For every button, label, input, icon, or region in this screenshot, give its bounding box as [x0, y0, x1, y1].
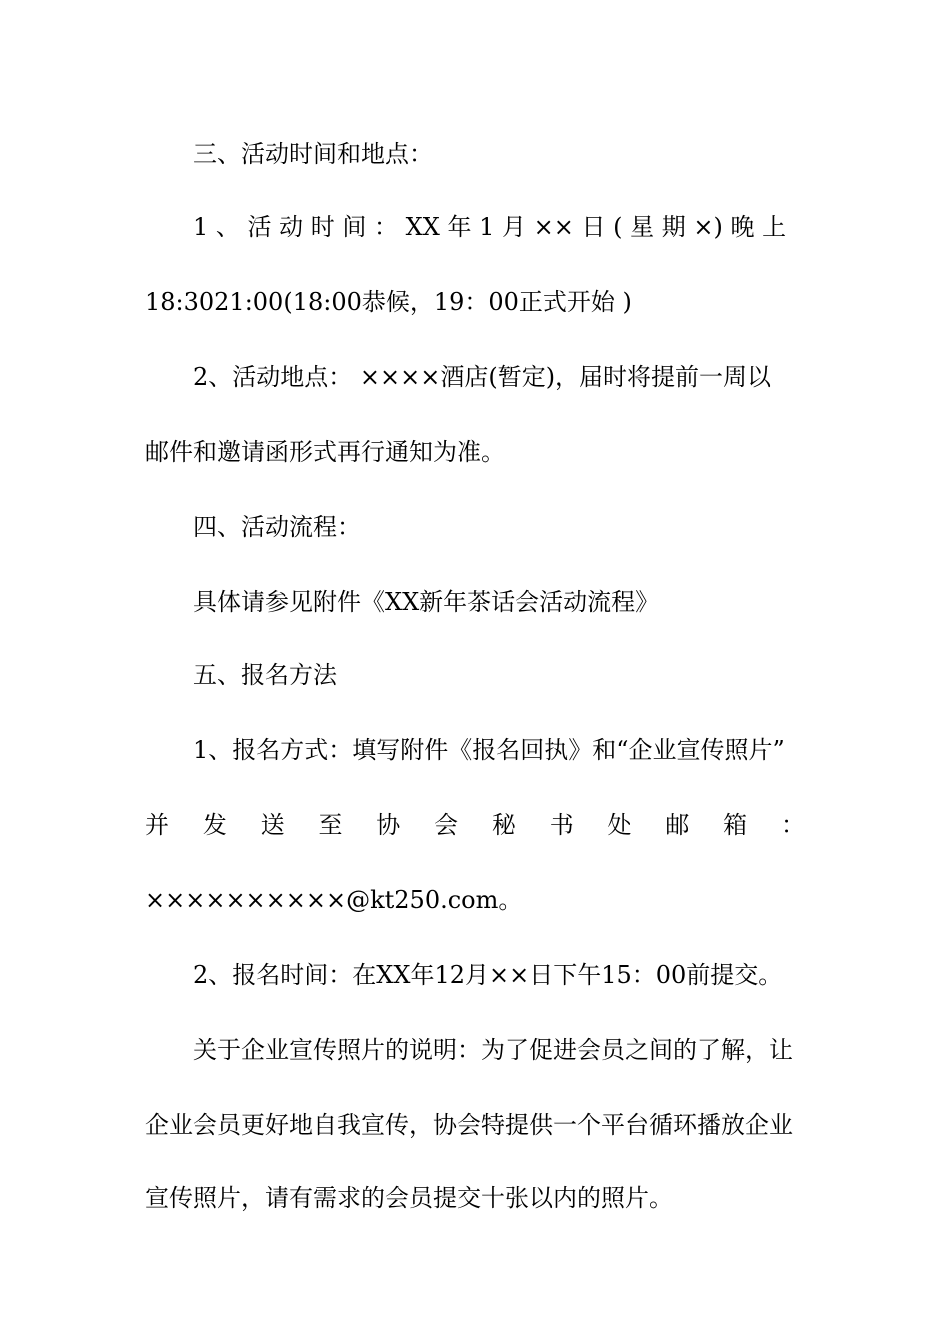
char: 协	[376, 811, 401, 839]
paragraph-activity-time-cont: 18:3021:00(18:00恭候，19：00正式开始 )	[145, 288, 632, 316]
paragraph-registration-method-cont	[145, 810, 805, 840]
char: 邮	[665, 811, 690, 839]
char: 至	[318, 811, 343, 839]
char: 处	[607, 811, 632, 839]
paragraph-activity-location-cont: 邮件和邀请函形式再行通知为准。	[145, 438, 505, 466]
paragraph-activity-location: 2、活动地点： ××××酒店(暂定)，届时将提前一周以	[193, 363, 772, 391]
paragraph-photo-note-end: 宣传照片，请有需求的会员提交十张以内的照片。	[145, 1184, 673, 1212]
paragraph-activity-time: 1 、 活 动 时 间 ： XX 年 1 月 ×× 日 ( 星 期 ×) 晚 上	[193, 213, 787, 241]
paragraph-process-detail: 具体请参见附件《XX新年茶话会活动流程》	[193, 588, 660, 616]
char: ：	[780, 811, 805, 839]
char: 发	[202, 811, 227, 839]
char: 箱	[723, 811, 748, 839]
char: 并	[145, 811, 169, 839]
char: 秘	[491, 811, 516, 839]
char: 送	[260, 811, 285, 839]
paragraph-email-address: ××××××××××@kt250.com。	[145, 886, 523, 914]
char: 书	[549, 811, 574, 839]
paragraph-registration-time: 2、报名时间：在XX年12月××日下午15：00前提交。	[193, 961, 783, 989]
char: 会	[434, 811, 459, 839]
paragraph-registration-method: 1、报名方式：填写附件《报名回执》和“企业宣传照片”	[193, 736, 785, 764]
section-heading-time-place: 三、活动时间和地点：	[193, 140, 433, 168]
paragraph-photo-note-cont: 企业会员更好地自我宣传，协会特提供一个平台循环播放企业	[145, 1111, 793, 1139]
section-heading-registration: 五、报名方法	[193, 661, 337, 689]
section-heading-process: 四、活动流程：	[193, 513, 361, 541]
paragraph-photo-note: 关于企业宣传照片的说明：为了促进会员之间的了解，让	[193, 1036, 793, 1064]
